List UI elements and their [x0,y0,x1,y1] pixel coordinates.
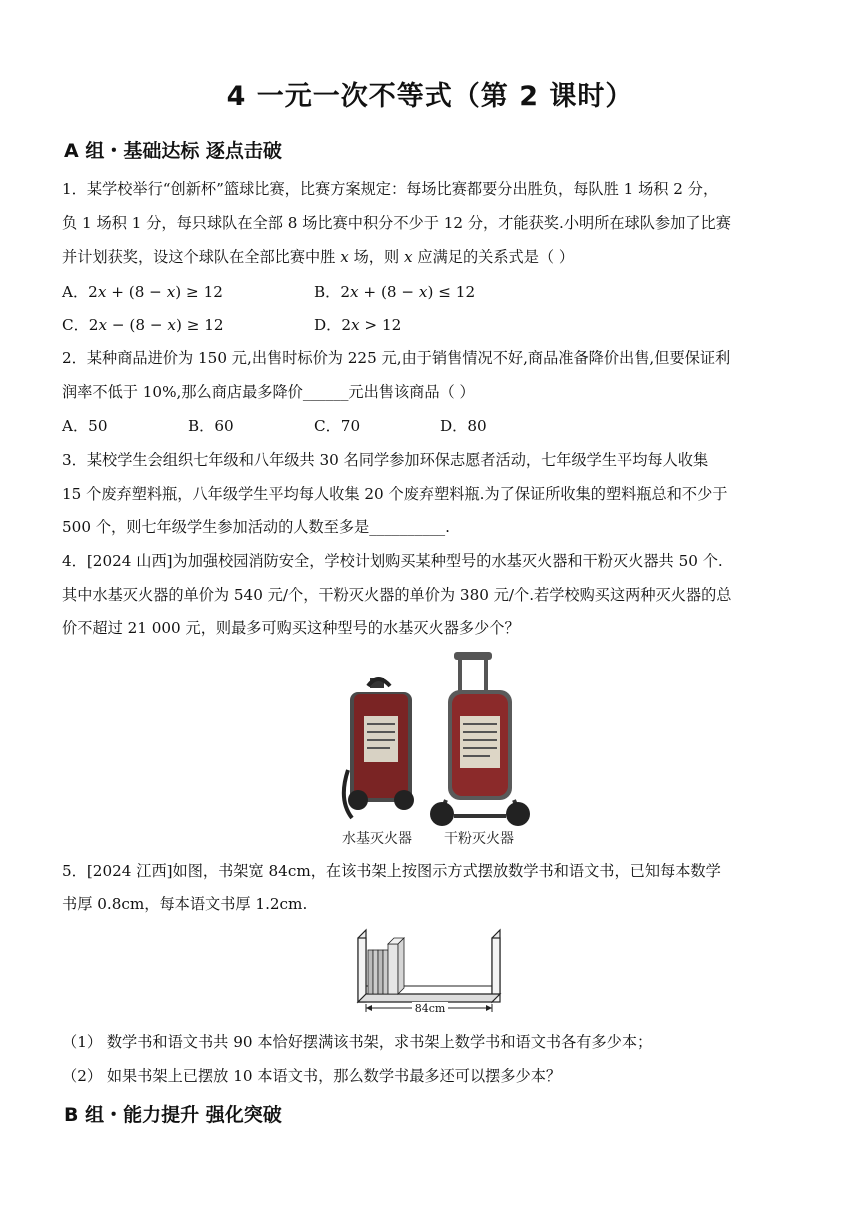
bookshelf-figure [354,924,514,1020]
powder-extinguisher-caption: 干粉灭火器 [444,831,514,847]
q1-line-3: 并计划获奖，设这个球队在全部比赛中胜 𝑥 场，则 𝑥 应满足的关系式是（ ） [62,248,575,266]
page-title: 4 一元一次不等式（第 2 课时） [226,81,634,112]
q1-line-2: 负 1 场积 1 分，每只球队在全部 8 场比赛中积分不少于 12 分，才能获奖.小明所在球队参加了比赛 [62,214,731,232]
q3-line-2: 15 个废弃塑料瓶，八年级学生平均每人收集 20 个废弃塑料瓶.为了保证所收集的塑料瓶总和不少于 [62,485,728,503]
water-extinguisher-illustration [344,678,414,818]
q2-option-b: B．60 [188,417,234,435]
water-extinguisher-caption: 水基灭火器 [342,831,412,847]
q3-line-3: 500 个，则七年级学生参加活动的人数至多是__________. [62,518,450,536]
powder-extinguisher-illustration [430,652,530,826]
q1-option-c: C．2𝑥 − (8 − 𝑥) ≥ 12 [62,316,224,334]
q5-line-1: 5．[2024 江西]如图，书架宽 84cm，在该书架上按图示方式摆放数学书和语文书，已知每本数学 [62,862,721,880]
q2-option-c: C．70 [314,417,361,435]
section-b-heading: B 组・能力提升 强化突破 [64,1104,282,1126]
q5-subquestion-2: （2） 如果书架上已摆放 10 本语文书，那么数学书最多还可以摆多少本？ [62,1067,562,1085]
bookshelf-width-label: 84cm [414,1002,446,1015]
books-illustration [368,938,404,994]
q4-line-1: 4．[2024 山西]为加强校园消防安全，学校计划购买某种型号的水基灭火器和干粉灭火器共 50 个. [62,552,723,570]
q2-option-a: A．50 [62,417,108,435]
q2-option-d: D．80 [440,417,487,435]
q1-option-a: A．2𝑥 + (8 − 𝑥) ≥ 12 [62,283,223,301]
q4-line-3: 价不超过 21 000 元，则最多可购买这种型号的水基灭火器多少个？ [62,619,520,637]
q3-line-1: 3．某校学生会组织七年级和八年级共 30 名同学参加环保志愿者活动，七年级学生平均每人收集 [62,451,709,469]
q1-option-b: B．2𝑥 + (8 − 𝑥) ≤ 12 [314,283,476,301]
q5-subquestion-1: （1） 数学书和语文书共 90 本恰好摆满该书架，求书架上数学书和语文书各有多少本； [62,1033,653,1051]
q4-line-2: 其中水基灭火器的单价为 540 元/个，干粉灭火器的单价为 380 元/个.若学校购买这两种灭火器的总 [62,586,732,604]
fire-extinguisher-figure [338,650,538,830]
section-a-heading: A 组・基础达标 逐点击破 [64,140,282,162]
q1-option-d: D．2𝑥 > 12 [314,316,402,334]
q2-line-2: 润率不低于 10%,那么商店最多降价______元出售该商品（ ） [62,383,475,401]
q5-line-2: 书厚 0.8cm，每本语文书厚 1.2cm. [62,895,308,913]
q1-line-1: 1．某学校举行“创新杯”篮球比赛，比赛方案规定：每场比赛都要分出胜负，每队胜 1 场积 2 分， [62,180,719,198]
q2-line-1: 2．某种商品进价为 150 元,出售时标价为 225 元,由于销售情况不好,商品准备降价出售,但要保证利 [62,349,731,367]
